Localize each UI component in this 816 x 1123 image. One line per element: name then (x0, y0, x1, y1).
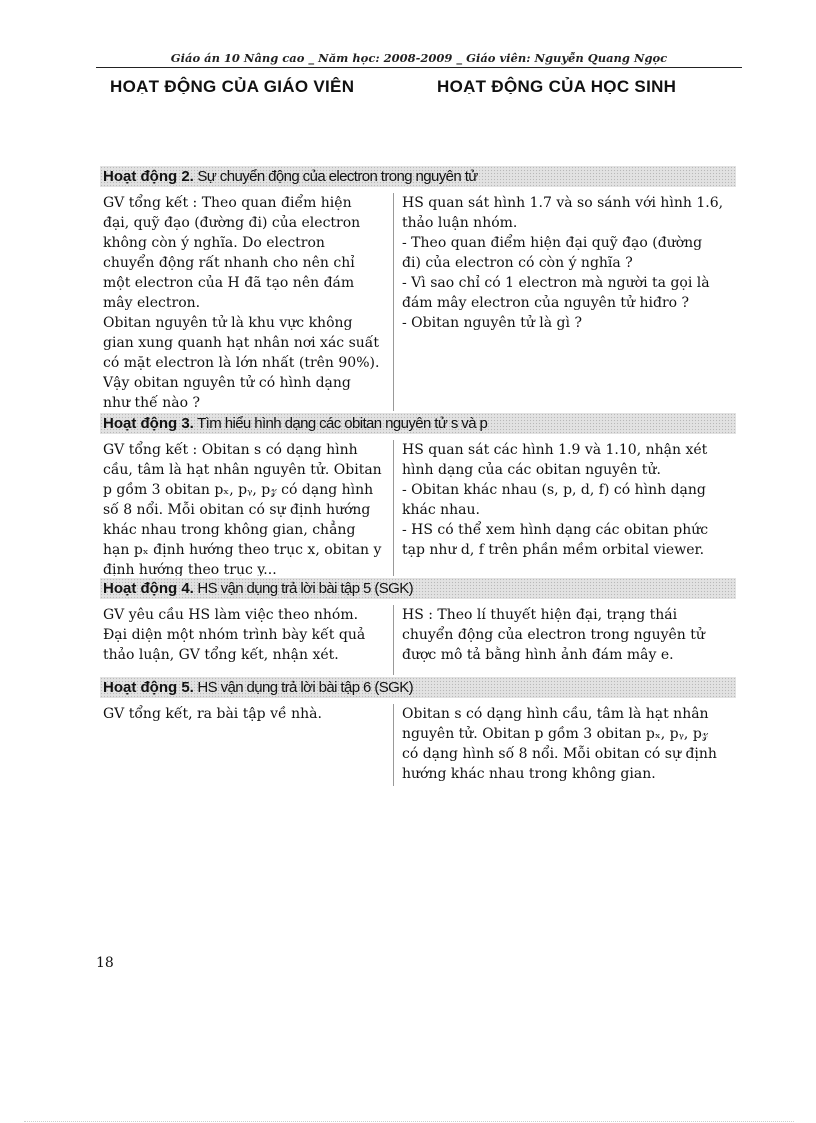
activity-2-teacher (103, 193, 388, 409)
activity-3-teacher (103, 440, 388, 576)
text-line: hướng khác nhau trong không gian. (402, 766, 656, 782)
text-line: cầu, tâm là hạt nhân nguyên tử. Obitan (103, 462, 382, 478)
text-line: nguyên tử. Obitan p gồm 3 obitan pₓ, pᵧ, p𝓏 (402, 726, 709, 742)
text-line: mây electron. (103, 295, 201, 311)
text-line: có mặt electron là lớn nhất (trên 90%). (103, 355, 380, 371)
text-line: hạn pₓ định hướng theo trục x, obitan y (103, 542, 382, 558)
activity-3-heading (100, 413, 736, 434)
activity-5-teacher (103, 704, 388, 786)
activity-title: Sự chuyển động của electron trong nguyên tử (193, 168, 478, 185)
activity-2-heading (100, 166, 736, 187)
text-line: thảo luận nhóm. (402, 215, 518, 231)
text-line: HS quan sát các hình 1.9 và 1.10, nhận xét (402, 442, 708, 458)
text-line: Obitan nguyên tử là khu vực không (103, 315, 353, 331)
text-line: chuyển động của electron trong nguyên tử (402, 627, 705, 643)
activity-label: Hoạt động 4. (103, 580, 194, 597)
activity-label: Hoạt động 3. (103, 415, 194, 432)
text-line: GV yêu cầu HS làm việc theo nhóm. (103, 607, 359, 623)
text-line: Vậy obitan nguyên tử có hình dạng (103, 375, 351, 391)
column-divider (393, 704, 394, 786)
text-line: HS quan sát hình 1.7 và so sánh với hình 1.6, (402, 195, 724, 211)
text-line: khác nhau trong không gian, chẳng (103, 522, 356, 538)
column-divider (393, 605, 394, 675)
text-line: gian xung quanh hạt nhân nơi xác suất (103, 335, 380, 351)
text-line: có dạng hình số 8 nổi. Mỗi obitan có sự định (402, 746, 717, 762)
text-line: số 8 nổi. Mỗi obitan có sự định hướng (103, 502, 371, 518)
column-divider (393, 193, 394, 411)
teacher-column-title: HOẠT ĐỘNG CỦA GIÁO VIÊN (110, 77, 355, 94)
text-line: không còn ý nghĩa. Do electron (103, 235, 325, 251)
activity-label: Hoạt động 5. (103, 679, 194, 696)
page-bottom-edge (24, 1121, 794, 1122)
text-line: khác nhau. (402, 502, 480, 518)
text-line: - Theo quan điểm hiện đại quỹ đạo (đường (402, 235, 703, 251)
page-number: 18 (96, 955, 114, 971)
activity-label: Hoạt động 2. (103, 168, 194, 185)
text-line: GV tổng kết : Obitan s có dạng hình (103, 442, 358, 458)
activity-5-student (402, 704, 738, 786)
text-line: GV tổng kết, ra bài tập về nhà. (103, 706, 322, 722)
text-line: thảo luận, GV tổng kết, nhận xét. (103, 647, 339, 663)
activity-title: Tìm hiểu hình dạng các obitan nguyên tử s và p (193, 415, 488, 432)
text-line: như thế nào ? (103, 395, 200, 409)
text-line: chuyển động rất nhanh cho nên chỉ (103, 255, 355, 271)
text-line: định hướng theo trục y... (103, 562, 277, 576)
text-line: đi) của electron có còn ý nghĩa ? (402, 255, 633, 271)
text-line: p gồm 3 obitan pₓ, pᵧ, p𝓏 có dạng hình (103, 482, 374, 498)
activity-4-heading (100, 578, 736, 599)
text-line: - HS có thể xem hình dạng các obitan phức (402, 522, 709, 538)
activity-2-student (402, 193, 738, 409)
text-line: - Vì sao chỉ có 1 electron mà người ta gọi là (402, 275, 710, 291)
text-line: đám mây electron của nguyên tử hiđro ? (402, 295, 690, 311)
text-line: HS : Theo lí thuyết hiện đại, trạng thái (402, 607, 678, 623)
text-line: Đại diện một nhóm trình bày kết quả (103, 627, 366, 643)
page-header: Giáo án 10 Nâng cao _ Năm học: 2008-2009 _ Giáo viên: Nguyễn Quang Ngọc (170, 51, 668, 65)
column-divider (393, 440, 394, 576)
text-line: - Obitan nguyên tử là gì ? (402, 315, 582, 331)
text-line: một electron của H đã tạo nên đám (103, 275, 355, 291)
activity-4-teacher (103, 605, 388, 667)
text-line: GV tổng kết : Theo quan điểm hiện (103, 195, 352, 211)
activity-title: HS vận dụng trả lời bài tập 6 (SGK) (193, 679, 414, 696)
header-divider (96, 67, 742, 68)
text-line: tạp như d, f trên phần mềm orbital viewer. (402, 542, 705, 558)
text-line: Obitan s có dạng hình cầu, tâm là hạt nhân (402, 706, 709, 722)
student-column-title: HOẠT ĐỘNG CỦA HỌC SINH (437, 77, 677, 94)
text-line: đại, quỹ đạo (đường đi) của electron (103, 215, 361, 231)
activity-5-heading (100, 677, 736, 698)
activity-4-student (402, 605, 738, 667)
activity-title: HS vận dụng trả lời bài tập 5 (SGK) (193, 580, 414, 597)
text-line: được mô tả bằng hình ảnh đám mây e. (402, 647, 674, 663)
text-line: - Obitan khác nhau (s, p, d, f) có hình dạng (402, 482, 706, 498)
text-line: hình dạng của các obitan nguyên tử. (402, 462, 661, 478)
activity-3-student (402, 440, 738, 576)
